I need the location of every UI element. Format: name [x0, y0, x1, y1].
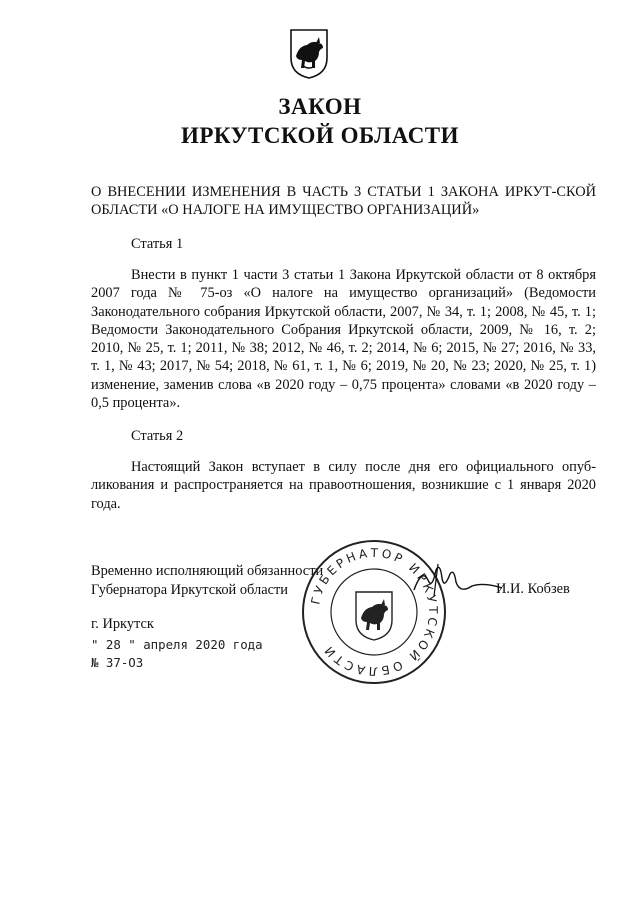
article-2-body: Настоящий Закон вступает в силу после дня его официального опуб-ликования и распространяется на правоотношения, возникшие с 1 января 2020 года.: [91, 459, 596, 512]
signatory-position-line1: Временно исполняющий обязанности: [91, 563, 324, 579]
document-type-title: ЗАКОН: [278, 94, 362, 119]
city: г. Иркутск: [91, 616, 154, 632]
region-title: ИРКУТСКОЙ ОБЛАСТИ: [180, 123, 460, 148]
article-1-text: [91, 266, 596, 412]
document-date: " 28 " апреля 2020 года: [91, 637, 263, 652]
handwritten-signature: [412, 560, 504, 600]
article-1-body: Внести в пункт 1 части 3 статьи 1 Закона Иркутской области от 8 октября 2007 года № 75-оз «О налоге на имущество организаций» (Ведомости Законодательного собрания Иркутской области, 2007, № 34, т. 1; 2008, № 45, т. 1; Ведомости Законодательного Собрания Иркутской области, 2009, № 16, т. 2; 2010, № 25, т. 1; 2011, № 38; 2012, № 46, т. 2; 2014, № 6; 2015, № 27; 2016, № 33, т. 1, № 43; 2017, № 54; 2018, № 61, т. 1, № 6; 2019, № 20, № 23; 2020, № 25, т. 1) изменение, заменив слова «в 2020 году – 0,75 процента» словами «в 2020 году – 0,5 процента».: [91, 267, 596, 412]
article-2-heading: Статья 2: [131, 428, 184, 444]
signatory-name: И.И. Кобзев: [496, 581, 570, 597]
irkutsk-coat-of-arms-icon: [289, 28, 329, 80]
signatory-position-line2: Губернатора Иркутской области: [91, 581, 288, 598]
seal-text: ГУБЕРНАТОР ИРКУТСКОЙ ОБЛАСТИ: [308, 545, 441, 679]
article-2-text: [91, 458, 596, 513]
document-number: № 37-ОЗ: [91, 655, 144, 670]
law-subject: О ВНЕСЕНИИ ИЗМЕНЕНИЯ В ЧАСТЬ 3 СТАТЬИ 1 ЗАКОНА ИРКУТ-СКОЙ ОБЛАСТИ «О НАЛОГЕ НА ИМУЩЕСТВО ОРГАНИЗАЦИЙ»: [91, 184, 596, 218]
signatory-position: [91, 562, 323, 599]
article-1-heading: Статья 1: [131, 236, 184, 252]
